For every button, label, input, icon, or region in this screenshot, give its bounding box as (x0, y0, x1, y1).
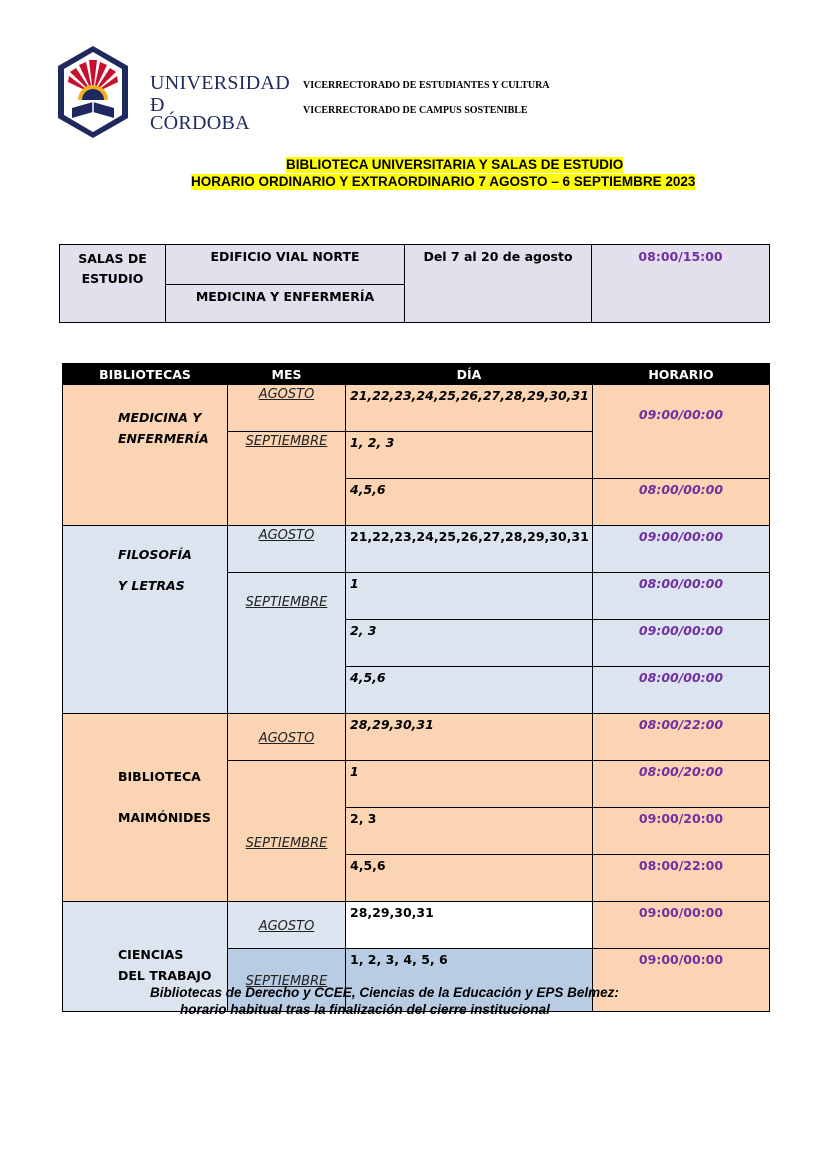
footer-note-line-1: Bibliotecas de Derecho y CCEE, Ciencias de la Educación y EPS Belmez: (150, 985, 619, 1000)
dia-cell: 28,29,30,31 (346, 902, 593, 949)
mes-agosto: AGOSTO (228, 714, 346, 761)
horario-cell: 08:00/22:00 (593, 714, 770, 761)
title-line-2: HORARIO ORDINARIO Y EXTRAORDINARIO 7 AGOSTO – 6 SEPTIEMBRE 2023 (191, 174, 696, 189)
horario-cell: 09:00/00:00 (593, 385, 770, 479)
horario-cell: 09:00/00:00 (593, 620, 770, 667)
dia-cell: 1, 2, 3 (346, 432, 593, 479)
salas-label: SALAS DE ESTUDIO (60, 245, 166, 323)
university-logo-icon (56, 44, 130, 140)
table-row (63, 385, 770, 432)
horario-cell: 09:00/20:00 (593, 808, 770, 855)
mes-septiembre: SEPTIEMBRE (228, 761, 346, 902)
table-row (63, 714, 770, 761)
library-filosofia: FILOSOFÍA Y LETRAS (63, 526, 228, 714)
library-medicina: MEDICINA Y ENFERMERÍA (63, 385, 228, 526)
dia-cell: 2, 3 (346, 620, 593, 667)
vicerrectorado-campus: VICERRECTORADO DE CAMPUS SOSTENIBLE (303, 105, 528, 116)
university-name-line-1: UNIVERSIDAD (150, 72, 290, 94)
header-dia: DÍA (346, 364, 593, 385)
vicerrectorado-estudiantes: VICERRECTORADO DE ESTUDIANTES Y CULTURA (303, 80, 550, 91)
dia-cell: 4,5,6 (346, 855, 593, 902)
mes-agosto: AGOSTO (228, 526, 346, 573)
dia-cell: 2, 3 (346, 808, 593, 855)
footer-note-line-2: horario habitual tras la finalización del cierre institucional (180, 1002, 550, 1017)
library-ciencias: CIENCIAS DEL TRABAJO (63, 902, 228, 1012)
horario-cell: 09:00/00:00 (593, 949, 770, 1012)
horario-cell: 09:00/00:00 (593, 902, 770, 949)
header-horario: HORARIO (593, 364, 770, 385)
horario-cell: 08:00/22:00 (593, 855, 770, 902)
mes-agosto: AGOSTO (228, 902, 346, 949)
university-name-line-3: CÓRDOBA (150, 112, 250, 134)
salas-time: 08:00/15:00 (592, 245, 770, 323)
mes-septiembre: SEPTIEMBRE (228, 432, 346, 526)
bibliotecas-table (62, 363, 770, 1012)
mes-septiembre: SEPTIEMBRE (228, 949, 346, 1012)
salas-building-2: MEDICINA Y ENFERMERÍA (166, 285, 405, 323)
dia-cell: 28,29,30,31 (346, 714, 593, 761)
salas-building-1: EDIFICIO VIAL NORTE (166, 245, 405, 285)
mes-septiembre: SEPTIEMBRE (228, 573, 346, 714)
header-mes: MES (228, 364, 346, 385)
dia-cell: 1, 2, 3, 4, 5, 6 (346, 949, 593, 1012)
salas-dates: Del 7 al 20 de agosto (405, 245, 592, 323)
header-bibliotecas: BIBLIOTECAS (63, 364, 228, 385)
university-name-line-2: Đ (150, 94, 165, 116)
salas-table (59, 244, 770, 323)
dia-cell: 4,5,6 (346, 667, 593, 714)
horario-cell: 08:00/00:00 (593, 667, 770, 714)
table-row (63, 902, 770, 949)
dia-cell: 4,5,6 (346, 479, 593, 526)
dia-cell: 21,22,23,24,25,26,27,28,29,30,31 (346, 526, 593, 573)
mes-agosto: AGOSTO (228, 385, 346, 432)
dia-cell: 1 (346, 761, 593, 808)
dia-cell: 21,22,23,24,25,26,27,28,29,30,31 (346, 385, 593, 432)
horario-cell: 08:00/20:00 (593, 761, 770, 808)
horario-cell: 08:00/00:00 (593, 573, 770, 620)
horario-cell: 09:00/00:00 (593, 526, 770, 573)
table-row (63, 526, 770, 573)
library-maimonides: BIBLIOTECA MAIMÓNIDES (63, 714, 228, 902)
footer-note (150, 984, 619, 1018)
title-line-1: BIBLIOTECA UNIVERSITARIA Y SALAS DE ESTUDIO (286, 157, 624, 172)
horario-cell: 08:00/00:00 (593, 479, 770, 526)
dia-cell: 1 (346, 573, 593, 620)
